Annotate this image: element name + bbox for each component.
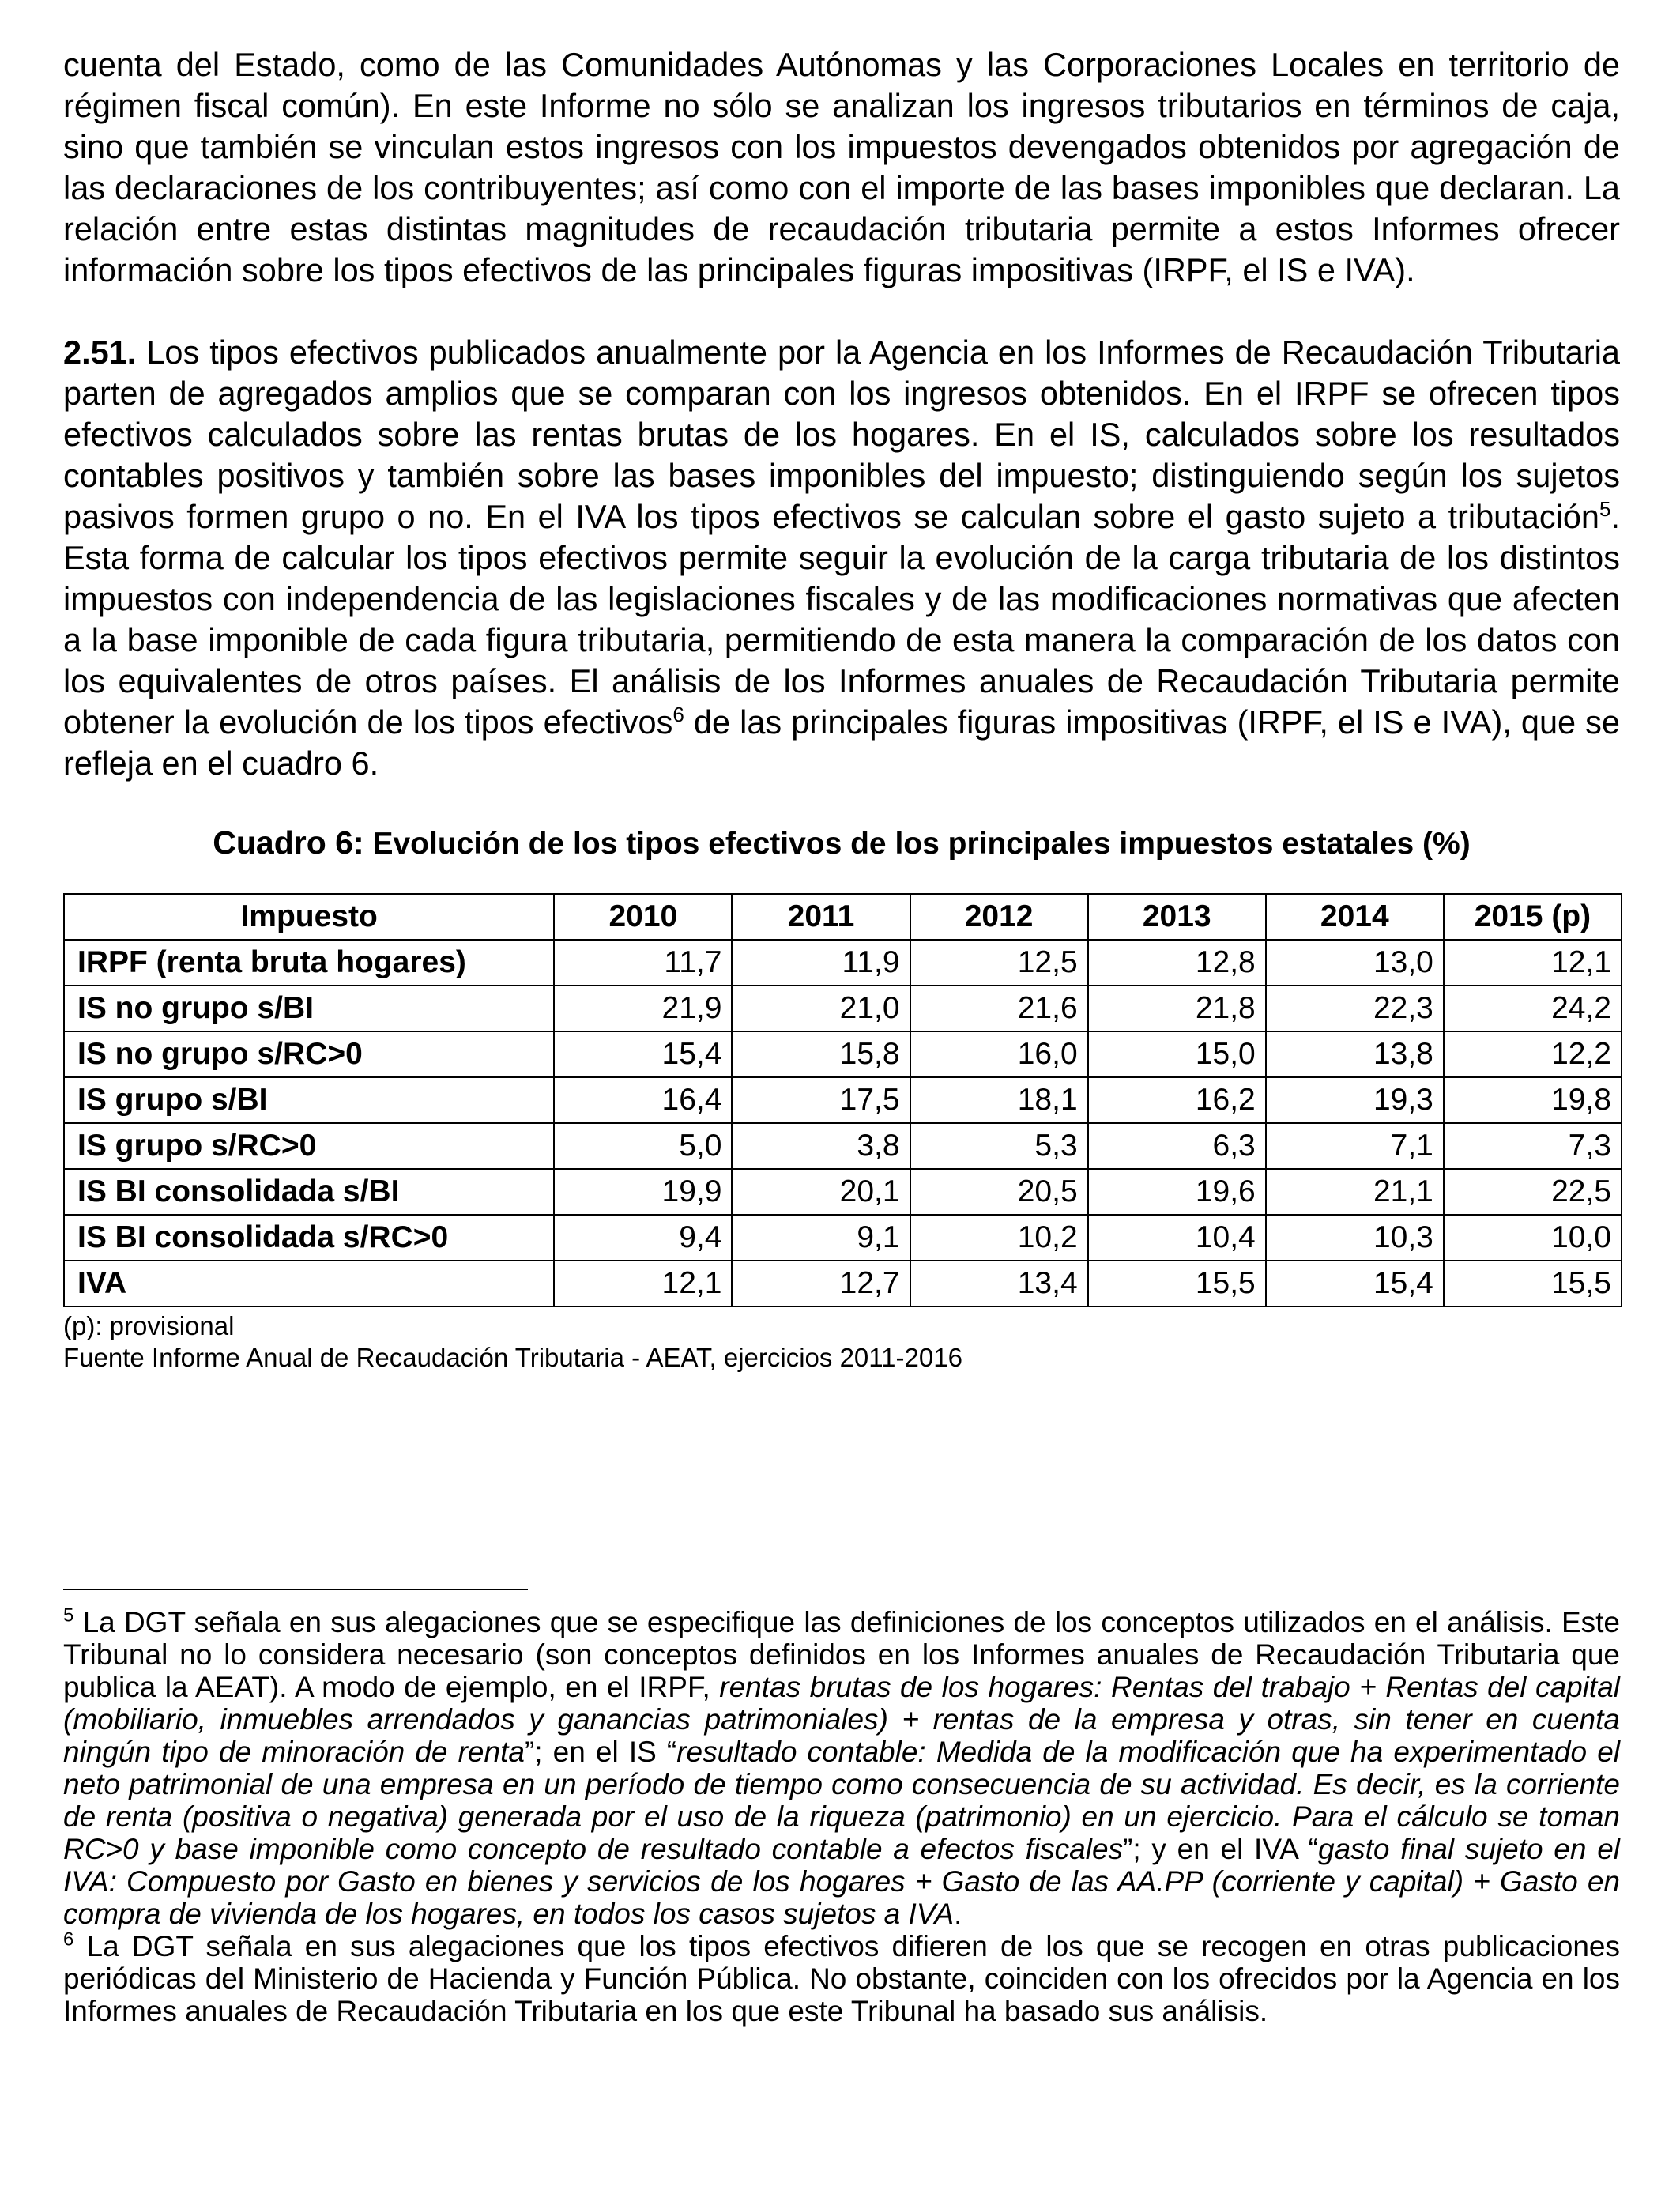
table-cell: 12,8 (1088, 940, 1266, 986)
table-cell: 12,2 (1444, 1031, 1622, 1077)
table-cell: 12,5 (910, 940, 1088, 986)
footnote-6-text: La DGT señala en sus alegaciones que los tipos efectivos difieren de los que se recogen en otras publicaciones periódicas del Ministerio de Hacienda y Función Pública. No obstante, coinciden con los ofrecidos por la Agencia en los Informes anuales de Recaudación Tributaria en los que este Tribunal ha basado sus análisis. (63, 1930, 1620, 2027)
table-cell: 24,2 (1444, 986, 1622, 1031)
header-impuesto: Impuesto (64, 894, 554, 940)
caption-title: Evolución de los tipos efectivos de los principales impuestos estatales (%) (363, 827, 1471, 861)
table-cell: 10,3 (1266, 1215, 1444, 1261)
header-2012: 2012 (910, 894, 1088, 940)
footnote-5-italic-c: gasto final sujeto en el IVA: Compuesto por Gasto en bienes y servicios de los hogares + Gasto de las AA.PP (corriente y capital) + Gasto en compra de vivienda de los hogares, en todos los casos sujetos a IVA (63, 1833, 1621, 1930)
table-cell: 16,0 (910, 1031, 1088, 1077)
table-cell: 15,5 (1088, 1261, 1266, 1306)
header-2011: 2011 (732, 894, 910, 940)
table-cell: 19,6 (1088, 1169, 1266, 1215)
table-cell: 15,0 (1088, 1031, 1266, 1077)
table-cell: 7,3 (1444, 1123, 1622, 1169)
table-cell: 19,8 (1444, 1077, 1622, 1123)
footnote-6 (63, 1930, 1620, 2027)
footnote-ref-6[interactable]: 6 (672, 703, 684, 727)
header-2013: 2013 (1088, 894, 1266, 940)
table-cell: 16,4 (554, 1077, 732, 1123)
table-row (64, 940, 1622, 986)
paragraph-text-c: de las principales figuras impositivas (IRPF, el IS e IVA), que se refleja en el cuadro 6. (63, 703, 1621, 782)
table-cell: 10,4 (1088, 1215, 1266, 1261)
table-cell: 11,9 (732, 940, 910, 986)
tax-rates-table (63, 893, 1622, 1307)
table-cell: 21,0 (732, 986, 910, 1031)
table-cell: 19,9 (554, 1169, 732, 1215)
table-cell: 6,3 (1088, 1123, 1266, 1169)
table-caption (63, 822, 1620, 865)
footnote-5-text-a: La DGT señala en sus alegaciones que se especifique las definiciones de los conceptos utilizados en el análisis. Este Tribunal no lo considera necesario (son conceptos definidos en los Informes anuales de Recaudación Tributaria que publica la AEAT). A modo de ejemplo, en el IRPF, (63, 1606, 1620, 1703)
table-cell: 5,3 (910, 1123, 1088, 1169)
footnote-5-text-d: . (954, 1898, 962, 1930)
table-cell: 13,8 (1266, 1031, 1444, 1077)
table-cell: 15,4 (554, 1031, 732, 1077)
row-label: IS BI consolidada s/RC>0 (64, 1215, 554, 1261)
footnote-6-number: 6 (63, 1928, 74, 1951)
table-note-provisional: (p): provisional (63, 1311, 235, 1340)
row-label: IS grupo s/BI (64, 1077, 554, 1123)
footnote-5-italic-a: rentas brutas de los hogares: Rentas del trabajo + Rentas del capital (mobiliario, inmuebles arrendados y ganancias patrimoniales) + rentas de la empresa y otras, sin tener en cuenta ningún tipo de minoración de renta (63, 1671, 1620, 1768)
table-cell: 12,7 (732, 1261, 910, 1306)
table-row (64, 1123, 1622, 1169)
table-cell: 12,1 (554, 1261, 732, 1306)
table-cell: 17,5 (732, 1077, 910, 1123)
footnotes (63, 1606, 1620, 2027)
paragraph-text-b: . Esta forma de calcular los tipos efectivos permite seguir la evolución de la carga tributaria de los distintos impuestos con independencia de las legislaciones fiscales y de las modificaciones normativas que afecten a la base imponible de cada figura tributaria, permitiendo de esta manera la comparación de los datos con los equivalentes de otros países. El análisis de los Informes anuales de Recaudación Tributaria permite obtener la evolución de los tipos efectivos (63, 498, 1620, 741)
table-row (64, 1261, 1622, 1306)
table-header-row (64, 894, 1622, 940)
table-cell: 13,4 (910, 1261, 1088, 1306)
table-cell: 11,7 (554, 940, 732, 986)
caption-lead: Cuadro 6: (213, 824, 364, 861)
table-cell: 15,8 (732, 1031, 910, 1077)
table-cell: 22,3 (1266, 986, 1444, 1031)
table-cell: 13,0 (1266, 940, 1444, 986)
footnote-5-text-c: ”; y en el IVA “ (1123, 1833, 1318, 1865)
paragraph-intro: cuenta del Estado, como de las Comunidades Autónomas y las Corporaciones Locales en territorio de régimen fiscal común). En este Informe no sólo se analizan los ingresos tributarios en términos de caja, sino que también se vinculan estos ingresos con los impuestos devengados obtenidos por agregación de las declaraciones de los contribuyentes; así como con el importe de las bases imponibles que declaran. La relación entre estas distintas magnitudes de recaudación tributaria permite a estos Informes ofrecer información sobre los tipos efectivos de las principales figuras impositivas (IRPF, el IS e IVA). (63, 46, 1620, 288)
footnote-5-number: 5 (63, 1604, 74, 1627)
table-cell: 20,5 (910, 1169, 1088, 1215)
footnote-5-italic-b: resultado contable: Medida de la modificación que ha experimentado el neto patrimonial de una empresa en un período de tiempo como consecuencia de su actividad. Es decir, es la corriente de renta (positiva o negativa) generada por el uso de la riqueza (patrimonio) en un ejercicio. Para el cálculo se toman RC>0 y base imponible como concepto de resultado contable a efectos fiscales (63, 1736, 1620, 1865)
footnote-5 (63, 1606, 1620, 1930)
table-row (64, 1169, 1622, 1215)
table-cell: 5,0 (554, 1123, 732, 1169)
table-cell: 15,4 (1266, 1261, 1444, 1306)
table-cell: 20,1 (732, 1169, 910, 1215)
table-cell: 10,2 (910, 1215, 1088, 1261)
table-source: Fuente Informe Anual de Recaudación Tributaria - AEAT, ejercicios 2011-2016 (63, 1343, 962, 1372)
paragraph-number: 2.51. (63, 334, 137, 371)
row-label: IRPF (renta bruta hogares) (64, 940, 554, 986)
document-body (63, 44, 1620, 1374)
table-row (64, 1215, 1622, 1261)
paragraph-2-51 (63, 332, 1620, 784)
table-cell: 22,5 (1444, 1169, 1622, 1215)
row-label: IS BI consolidada s/BI (64, 1169, 554, 1215)
table-cell: 7,1 (1266, 1123, 1444, 1169)
table-cell: 9,4 (554, 1215, 732, 1261)
table-cell: 19,3 (1266, 1077, 1444, 1123)
footnote-separator (63, 1589, 528, 1590)
table-cell: 16,2 (1088, 1077, 1266, 1123)
table-row (64, 1031, 1622, 1077)
table-cell: 21,6 (910, 986, 1088, 1031)
table-cell: 3,8 (732, 1123, 910, 1169)
table-cell: 18,1 (910, 1077, 1088, 1123)
table-cell: 15,5 (1444, 1261, 1622, 1306)
table-cell: 21,9 (554, 986, 732, 1031)
table-cell: 21,1 (1266, 1169, 1444, 1215)
row-label: IS no grupo s/RC>0 (64, 1031, 554, 1077)
table-cell: 9,1 (732, 1215, 910, 1261)
header-2015: 2015 (p) (1444, 894, 1622, 940)
header-2010: 2010 (554, 894, 732, 940)
row-label: IS grupo s/RC>0 (64, 1123, 554, 1169)
table-cell: 21,8 (1088, 986, 1266, 1031)
table-cell: 10,0 (1444, 1215, 1622, 1261)
row-label: IS no grupo s/BI (64, 986, 554, 1031)
header-2014: 2014 (1266, 894, 1444, 940)
paragraph-text-a: Los tipos efectivos publicados anualmente por la Agencia en los Informes de Recaudación Tributaria parten de agregados amplios que se comparan con los ingresos obtenidos. En el IRPF se ofrecen tipos efectivos calculados sobre las rentas brutas de los hogares. En el IS, calculados sobre los resultados contables positivos y también sobre las bases imponibles del impuesto; distinguiendo según los sujetos pasivos formen grupo o no. En el IVA los tipos efectivos se calculan sobre el gasto sujeto a tributación (63, 334, 1620, 535)
table-cell: 12,1 (1444, 940, 1622, 986)
table-row (64, 986, 1622, 1031)
footnote-ref-5[interactable]: 5 (1599, 497, 1611, 522)
footnote-5-text-b: ”; en el IS “ (524, 1736, 677, 1768)
row-label: IVA (64, 1261, 554, 1306)
table-row (64, 1077, 1622, 1123)
